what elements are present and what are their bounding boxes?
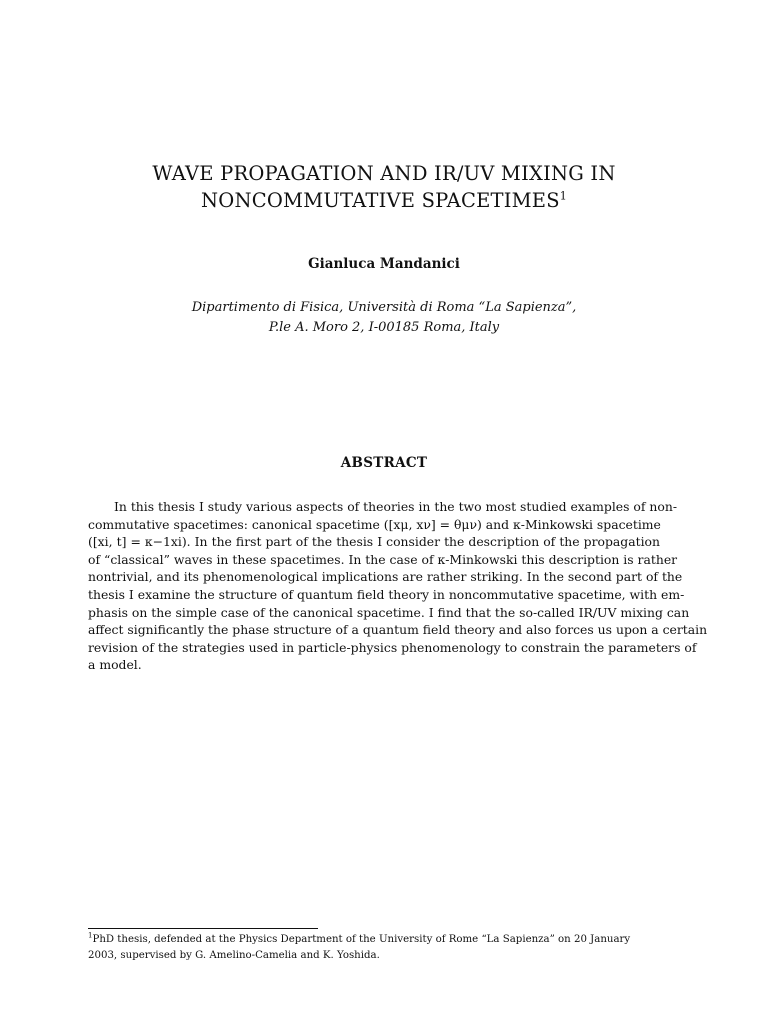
abstract-line: nontrivial, and its phenomenological implications are rather striking. In the second part of the bbox=[88, 569, 683, 585]
abstract-line: commutative spacetimes: canonical spacetime ([xμ, xν] = θμν) and κ-Minkowski spacetime bbox=[88, 516, 661, 532]
affiliation-line-2: P.le A. Moro 2, I-00185 Roma, Italy bbox=[268, 320, 500, 335]
title-line-1: WAVE PROPAGATION AND IR/UV MIXING IN bbox=[152, 162, 616, 185]
abstract-line: revision of the strategies used in particle-physics phenomenology to constrain the parameters of bbox=[88, 639, 697, 655]
abstract-line: affect significantly the phase structure of a quantum field theory and also forces us upon a certain bbox=[88, 622, 708, 638]
title-line-2 bbox=[100, 187, 668, 214]
author-name: Gianluca Mandanici bbox=[308, 256, 460, 272]
paper-title bbox=[100, 160, 668, 214]
footnote-line-2: 2003, supervised by G. Amelino-Camelia and K. Yoshida. bbox=[88, 950, 380, 961]
footnote-mark: 1 bbox=[88, 931, 93, 940]
footnote bbox=[88, 932, 660, 964]
affiliation-line-1: Dipartimento di Fisica, Università di Roma “La Sapienza”, bbox=[191, 300, 577, 315]
footnote-divider bbox=[88, 928, 318, 929]
abstract-line: thesis I examine the structure of quantum field theory in noncommutative spacetime, with em- bbox=[88, 586, 685, 602]
title-footnote-mark: 1 bbox=[559, 189, 567, 203]
abstract-line: phasis on the simple case of the canonical spacetime. I find that the so-called IR/UV mixing can bbox=[88, 604, 690, 620]
affiliation bbox=[100, 298, 668, 338]
abstract-line: In this thesis I study various aspects of theories in the two most studied examples of non- bbox=[114, 499, 678, 514]
abstract-body bbox=[88, 498, 708, 674]
footnote-line-1 bbox=[88, 932, 660, 948]
footnote-line-1-text: PhD thesis, defended at the Physics Department of the University of Rome “La Sapienza” on 20 January bbox=[92, 934, 631, 945]
abstract-line: a model. bbox=[88, 657, 142, 673]
abstract-heading: ABSTRACT bbox=[340, 455, 428, 471]
title-line-2-text: NONCOMMUTATIVE SPACETIMES bbox=[201, 189, 560, 212]
abstract-line: of “classical” waves in these spacetimes. In the case of κ-Minkowski this description is rather bbox=[88, 551, 678, 567]
abstract-line: ([xi, t] = κ−1xi). In the first part of the thesis I consider the description of the propagation bbox=[88, 534, 660, 550]
